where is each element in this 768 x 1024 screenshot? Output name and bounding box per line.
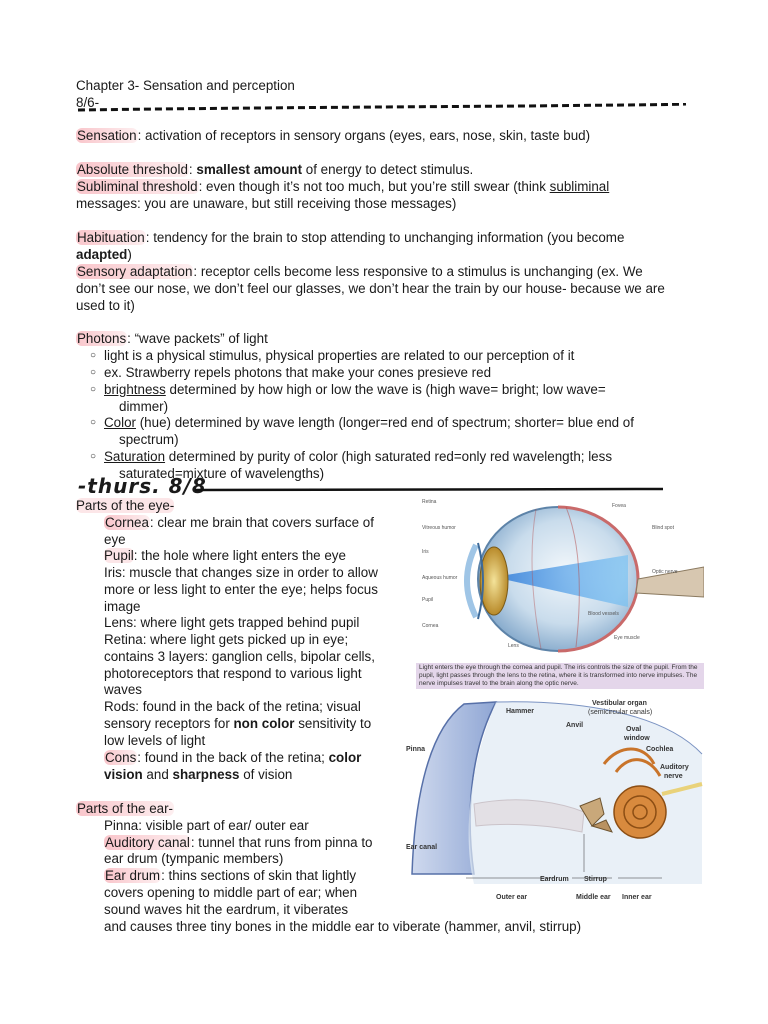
heading-ear: Parts of the ear- (77, 801, 174, 816)
label-blood-vessels: Blood vessels (588, 611, 619, 617)
label-blind-spot: Blind spot (652, 525, 674, 531)
label-lens: Lens (508, 643, 519, 649)
note-subliminal-cont: messages: you are unaware, but still receiving those messages) (76, 196, 457, 211)
note-habituation: Habituation: tendency for the brain to stop attending to unchanging information (you become (77, 230, 625, 245)
label-cochlea: Cochlea (646, 746, 674, 753)
label-auditory: Auditory (660, 764, 689, 771)
page-title: Chapter 3- Sensation and perception (76, 78, 295, 93)
note-photons: Photons: “wave packets” of light (77, 331, 268, 346)
label-eardrum: Eardrum (540, 876, 569, 883)
label-optic-nerve: Optic nerve (652, 569, 678, 575)
label-middle-ear: Middle ear (576, 894, 611, 901)
term-sensation: Sensation (77, 128, 137, 143)
note-subliminal-threshold: Subliminal threshold: even though it’s not too much, but you’re still swear (think subliminal (77, 179, 610, 194)
eye-rods-cont: sensory receptors for non color sensitivity to (104, 716, 372, 731)
label-retina: Retina (422, 499, 437, 505)
bullet-photon-3: ○ brightness determined by how high or low the wave is (high wave= bright; low wave= (104, 382, 606, 399)
label-pinna: Pinna (406, 746, 426, 753)
label-stirrup: Stirrup (584, 876, 607, 883)
heading-eye: Parts of the eye- (76, 498, 175, 513)
bullet-photon-5: ○ Saturation determined by purity of color (high saturated red=only red wavelength; less (104, 449, 612, 466)
ear-canal-cont: ear drum (tympanic members) (104, 851, 284, 866)
label-auditory-nerve: nerve (664, 773, 683, 780)
handwritten-divider (195, 487, 665, 493)
eye-cons: Cons: found in the back of the retina; color (105, 750, 362, 765)
note-sensation: Sensation: activation of receptors in sensory organs (eyes, ears, nose, skin, taste bud) (77, 128, 591, 143)
eye-pupil: Pupil: the hole where light enters the eye (104, 548, 346, 563)
label-vestibular: Vestibular organ (592, 700, 647, 707)
eye-iris-cont: more or less light to enter the eye; helps focus (104, 582, 378, 597)
eye-figure-caption: Light enters the eye through the cornea and pupil. The iris controls the size of the pupil. From the pupil, light passes through the lens to the retina, where it is transformed into nerve impulses. The nerve impulses travel to the brain along the optic nerve. (416, 663, 704, 689)
label-anvil: Anvil (566, 722, 584, 729)
eye-retina-cont: contains 3 layers: ganglion cells, bipolar cells, (104, 649, 375, 664)
note-sensory-adaptation: Sensory adaptation: receptor cells become less responsive to a stimulus is unchanging (ex. We (77, 264, 643, 279)
eye-retina: Retina: where light gets picked up in eye; (104, 632, 349, 647)
bullet-photon-2: ○ ex. Strawberry repels photons that make your cones presieve red (104, 365, 491, 382)
label-aqueous: Aqueous humor (422, 575, 458, 581)
label-oval: Oval (626, 726, 642, 733)
note-habituation-cont: adapted) (76, 247, 132, 262)
label-iris: Iris (422, 549, 429, 555)
eye-iris: Iris: muscle that changes size in order to allow (104, 565, 378, 580)
bullet-photon-5-cont: saturated=mixture of wavelengths) (119, 466, 325, 481)
ear-drum-cont2: sound waves hit the eardrum, it viberates (104, 902, 349, 917)
ear-drum-cont: covers opening to middle part of ear; when (104, 885, 358, 900)
label-pupil: Pupil (422, 597, 434, 603)
eye-lens: Lens: where light gets trapped behind pupil (104, 615, 360, 630)
note-adaptation-cont: don’t see our nose, we don’t feel our glasses, we don’t hear the train by our house- because we are (76, 281, 665, 296)
handwritten-date: -thurs. 8/8 (78, 474, 207, 498)
note-adaptation-cont2: used to it) (76, 298, 135, 313)
eye-iris-cont2: image (104, 599, 141, 614)
label-ear-canal: Ear canal (406, 844, 438, 851)
label-oval-window: window (624, 735, 650, 742)
eye-cornea-cont: eye (104, 532, 126, 547)
ear-diagram-figure (404, 694, 704, 902)
label-inner-ear: Inner ear (622, 894, 652, 901)
eye-cornea: Cornea: clear me brain that covers surface of (105, 515, 374, 530)
note-absolute-threshold: Absolute threshold: smallest amount of energy to detect stimulus. (77, 162, 474, 177)
ear-pinna: Pinna: visible part of ear/ outer ear (104, 818, 309, 833)
label-vestibular-sub: (semicircular canals) (588, 709, 653, 716)
label-fovea: Fovea (612, 503, 626, 509)
label-cornea: Cornea (422, 623, 439, 629)
ear-drum-cont3: and causes three tiny bones in the middle ear to viberate (hammer, anvil, stirrup) (104, 919, 582, 934)
eye-rods-cont2: low levels of light (104, 733, 206, 748)
dashed-divider (76, 103, 688, 113)
eye-retina-cont2: photoreceptors that respond to various light (104, 666, 362, 681)
eye-diagram-figure (416, 497, 704, 689)
bullet-photon-3-cont: dimmer) (119, 399, 169, 414)
label-outer-ear: Outer ear (496, 894, 528, 901)
eye-rods: Rods: found in the back of the retina; visual (104, 699, 361, 714)
bullet-photon-1: ○ light is a physical stimulus, physical properties are related to our perception of it (104, 348, 574, 365)
ear-drum: Ear drum: thins sections of skin that lightly (105, 868, 357, 883)
bullet-photon-4-cont: spectrum) (119, 432, 179, 447)
ear-canal: Auditory canal: tunnel that runs from pinna to (105, 835, 373, 850)
eye-retina-cont3: waves (104, 682, 142, 697)
page-date: 8/6- (76, 95, 100, 110)
label-eye-muscle: Eye muscle (614, 635, 640, 641)
eye-cons-cont: vision and sharpness of vision (104, 767, 293, 782)
bullet-photon-4: ○ Color (hue) determined by wave length (longer=red end of spectrum; shorter= blue end of (104, 415, 634, 432)
label-vitreous: Vitreous humor (422, 525, 456, 531)
ear-anatomy-illustration (404, 694, 704, 902)
label-hammer: Hammer (506, 708, 535, 715)
